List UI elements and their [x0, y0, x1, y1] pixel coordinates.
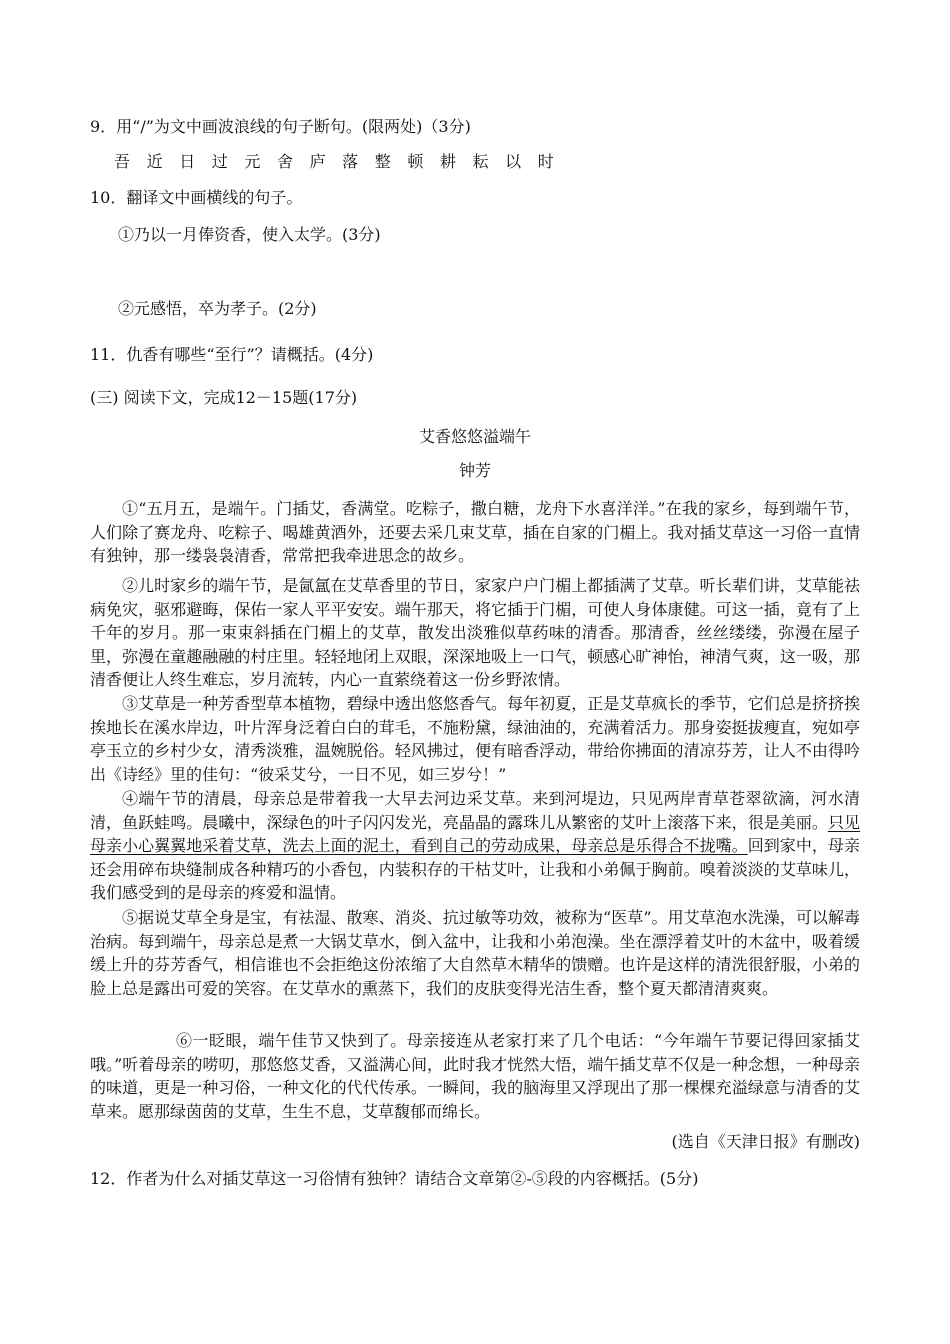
paragraph-4 [90, 787, 860, 905]
char: 耘 [472, 152, 489, 171]
article-source: (选自《天津日报》有删改) [671, 1132, 860, 1151]
char: 过 [211, 152, 228, 171]
char: 落 [342, 152, 359, 171]
char: 元 [244, 152, 261, 171]
question-9-sentence [114, 152, 570, 172]
paragraph-5 [90, 906, 860, 1000]
char: 以 [505, 152, 522, 171]
question-10: 10．翻译文中画横线的句子。 [90, 188, 303, 207]
paragraph-4-part-a: ④端午节的清晨，母亲总是带着我一大早去河边采艾草。来到河堤边，只见两岸青草苍翠欲滴，河水清清，鱼跃蛙鸣。晨曦中，深绿色的叶子闪闪发光，亮晶晶的露珠儿从繁密的艾叶上滚落下来，很是美丽。 [90, 789, 860, 832]
paragraph-1-text: ①“五月五，是端午。门插艾，香满堂。吃粽子，撒白糖，龙舟下水喜洋洋。”在我的家乡，每到端午节，人们除了赛龙舟、吃粽子、喝雄黄酒外，还要去采几束艾草，插在自家的门楣上。我对插艾草这一习俗一直情有独钟，那一缕袅袅清香，常常把我牵进思念的故乡。 [90, 499, 860, 566]
paragraph-4-text [90, 787, 860, 905]
question-11: 11．仇香有哪些“至行”？请概括。(4分) [90, 345, 374, 364]
paragraph-4-part-b: 回到家中，母亲还会用碎布块缝制成各种精巧的小香包，内装积存的干枯艾叶，让我和小弟佩于胸前。嗅着淡淡的艾草味儿，我们感受到的是母亲的疼爱和温情。 [90, 836, 860, 903]
paragraph-3 [90, 692, 860, 786]
char: 顿 [407, 152, 424, 171]
question-10-item-2: ②元感悟，卒为孝子。(2分) [118, 299, 317, 318]
char: 庐 [309, 152, 326, 171]
paragraph-2 [90, 574, 860, 692]
char: 舍 [276, 152, 293, 171]
article-title: 艾香悠悠溢端午 [418, 427, 531, 446]
char: 日 [179, 152, 196, 171]
paragraph-6 [90, 1029, 860, 1123]
paragraph-3-text: ③艾草是一种芳香型草本植物，碧绿中透出悠悠香气。每年初夏，正是艾草疯长的季节，它们总是挤挤挨挨地长在溪水岸边，叶片浑身泛着白白的茸毛，不施粉黛，绿油油的，充满着活力。那身姿挺拔瘦直，宛如亭亭玉立的乡村少女，清秀淡雅，温婉脱俗。轻风拂过，便有暗香浮动，带给你拂面的清凉芬芳，让人不由得吟出《诗经》里的佳句：“彼采艾兮，一日不见，如三岁兮！” [90, 694, 860, 784]
char: 近 [146, 152, 163, 171]
paragraph-5-text: ⑤据说艾草全身是宝，有祛湿、散寒、消炎、抗过敏等功效，被称为“医草”。用艾草泡水洗澡，可以解毒治病。每到端午，母亲总是煮一大锅艾草水，倒入盆中，让我和小弟泡澡。坐在漂浮着艾叶的木盆中，吸着缓缓上升的芬芳香气，相信谁也不会拒绝这份浓缩了大自然草木精华的馈赠。也许是这样的清洗很舒服，小弟的脸上总是露出可爱的笑容。在艾草水的熏蒸下，我们的皮肤变得光洁生香，整个夏天都清清爽爽。 [90, 908, 860, 998]
char: 整 [374, 152, 391, 171]
char: 耕 [439, 152, 456, 171]
question-10-item-1: ①乃以一月俸资香，使入太学。(3分) [118, 225, 381, 244]
paragraph-1 [90, 497, 860, 568]
question-12: 12．作者为什么对插艾草这一习俗情有独钟？请结合文章第②-⑤段的内容概括。(5分) [90, 1169, 699, 1188]
question-9: 9．用“/”为文中画波浪线的句子断句。(限两处)（3分) [90, 117, 471, 136]
paragraph-6-text: ⑥一眨眼，端午佳节又快到了。母亲接连从老家打来了几个电话：“今年端午节要记得回家插艾哦。”听着母亲的唠叨，那悠悠艾香，又溢满心间，此时我才恍然大悟，端午插艾草不仅是一种念想，一种母亲的味道，更是一种习俗，一种文化的代代传承。一瞬间，我的脑海里又浮现出了那一棵棵充溢绿意与清香的艾草来。愿那绿茵茵的艾草，生生不息，艾草馥郁而绵长。 [90, 1031, 860, 1121]
char: 吾 [114, 152, 131, 171]
section-3-heading: (三) 阅读下文，完成12－15题(17分) [90, 388, 358, 407]
char: 时 [537, 152, 554, 171]
underlined-sentence: 只见母亲小心翼翼地采着艾草，洗去上面的泥土，看到自己的劳动成果，母亲总是乐得合不拢嘴。 [90, 812, 860, 856]
paragraph-2-text: ②儿时家乡的端午节，是氤氲在艾草香里的节日，家家户户门楣上都插满了艾草。听长辈们讲，艾草能祛病免灾，驱邪避晦，保佑一家人平平安安。端午那天，将它插于门楣，可使人身体康健。可这一插，竟有了上千年的岁月。那一束束斜插在门楣上的艾草，散发出淡雅似草药味的清香。那清香，丝丝缕缕，弥漫在屋子里，弥漫在童趣融融的村庄里。轻轻地闭上双眼，深深地吸上一口气，顿感心旷神怡，神清气爽，这一吸，那清香便让人终生难忘，岁月流转，内心一直萦绕着这一份乡野浓情。 [90, 576, 860, 690]
article-author: 钟芳 [458, 461, 491, 480]
